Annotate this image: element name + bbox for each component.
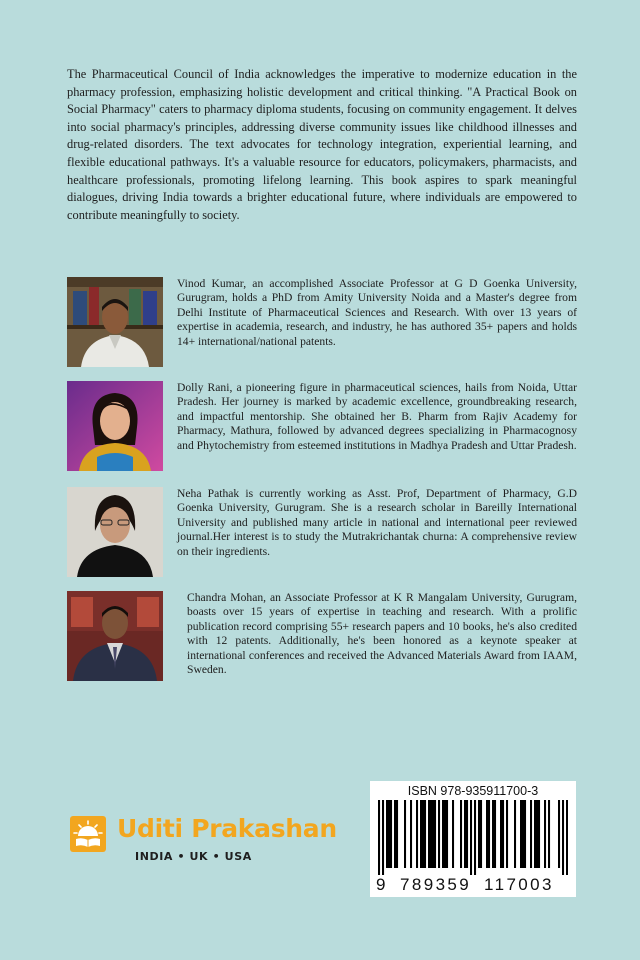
barcode-bar	[420, 800, 422, 868]
barcode-bar	[404, 800, 406, 868]
publisher-block	[70, 812, 340, 872]
barcode-bar	[444, 800, 446, 868]
barcode-bar	[502, 800, 504, 868]
barcode-bar	[442, 800, 444, 868]
barcode-bar	[410, 800, 412, 868]
author-photo-vinod-kumar	[67, 277, 163, 367]
barcode-bar	[524, 800, 526, 868]
barcode-bar	[438, 800, 440, 868]
barcode-bar	[386, 800, 388, 868]
barcode-bar	[416, 800, 418, 868]
barcode-bar	[432, 800, 434, 868]
barcode-bar	[422, 800, 424, 868]
barcode-bar	[492, 800, 494, 868]
barcode-bar	[390, 800, 392, 868]
rising-sun-book-icon	[70, 816, 106, 852]
isbn-digit-first: 9	[376, 875, 386, 894]
barcode-bar	[520, 800, 522, 868]
author-photo-chandra-mohan	[67, 591, 163, 681]
barcode-bar	[538, 800, 540, 868]
author-bio-vinod-kumar: Vinod Kumar, an accomplished Associate Professor at G D Goenka University, Gurugram, holds a PhD from Amity University Noida and a Master's degree from Delhi Institute of Pharmaceutical Sciences and Research. With over 13 years of expertise in academia, research, and industry, he has authored 35+ papers and holds 14+ international/national patents.	[177, 277, 577, 348]
barcode-bar	[478, 800, 480, 868]
barcode-bar	[460, 800, 462, 868]
barcode-bar	[544, 800, 546, 868]
barcode-bar	[530, 800, 532, 868]
barcode-guard-bar	[474, 800, 476, 875]
barcode-bar	[428, 800, 430, 868]
author-photo-neha-pathak	[67, 487, 163, 577]
barcode-bar	[424, 800, 426, 868]
barcode-graphic	[378, 800, 568, 875]
barcode-bar	[488, 800, 490, 868]
author-bio-chandra-mohan: Chandra Mohan, an Associate Professor at K R Mangalam University, Gurugram, boasts over 15 years of expertise in teaching and research. With a prolific publication record comprising 55+ research papers and 10 books, he's also credited with 12 patents. Additionally, he's been honored as a keynote speaker at international conferences and received the Advanced Materials Award from IAAM, Sweden.	[187, 591, 577, 677]
barcode-bar	[480, 800, 482, 868]
barcode-bar	[536, 800, 538, 868]
isbn-digits-left: 789359	[400, 875, 472, 894]
barcode-guard-bar	[470, 800, 472, 875]
author-photo-dolly-rani	[67, 381, 163, 471]
isbn-barcode	[370, 781, 576, 897]
barcode-bar	[558, 800, 560, 868]
isbn-digits-right: 117003	[484, 875, 554, 894]
author-bio-dolly-rani: Dolly Rani, a pioneering figure in pharmaceutical sciences, hails from Noida, Uttar Pradesh. Her journey is marked by academic excellence, groundbreaking research, and impactful mentorship. She obtained her B. Pharm from Rajiv Academy for Pharmacy, Mathura, followed by advanced degrees specializing in Pharmacognosy and Phytochemistry from esteemed institutions in Madhya Pradesh and Uttar Pradesh.	[177, 381, 577, 452]
barcode-bar	[548, 800, 550, 868]
barcode-bar	[388, 800, 390, 868]
barcode-guard-bar	[566, 800, 568, 875]
barcode-bar	[394, 800, 396, 868]
barcode-bar	[464, 800, 466, 868]
barcode-bar	[466, 800, 468, 868]
barcode-bar	[430, 800, 432, 868]
barcode-bar	[514, 800, 516, 868]
barcode-bar	[522, 800, 524, 868]
barcode-bar	[494, 800, 496, 868]
barcode-bar	[486, 800, 488, 868]
isbn-label: ISBN 978-935911700-3	[407, 784, 539, 798]
barcode-bar	[506, 800, 508, 868]
publisher-name: Uditi Prakashan	[117, 814, 337, 843]
publisher-regions: INDIA • UK • USA	[135, 850, 252, 863]
barcode-guard-bar	[562, 800, 564, 875]
barcode-bar	[434, 800, 436, 868]
barcode-bar	[446, 800, 448, 868]
barcode-guard-bar	[382, 800, 384, 875]
barcode-bar	[396, 800, 398, 868]
barcode-bar	[534, 800, 536, 868]
barcode-guard-bar	[378, 800, 380, 875]
barcode-bar	[452, 800, 454, 868]
author-bio-neha-pathak: Neha Pathak is currently working as Asst. Prof, Department of Pharmacy, G.D Goenka University, Gurugram. She is a research scholar in Bareilly International University and published many article in national and international peer reviewed journal.Her interest is to study the Mutrakrichantak churna: A comprehensive review on their ingredients.	[177, 487, 577, 558]
barcode-bar	[500, 800, 502, 868]
back-cover-blurb: The Pharmaceutical Council of India acknowledges the imperative to modernize education in the pharmacy profession, emphasizing holistic development and critical thinking. "A Practical Book on Social Pharmacy" caters to pharmacy diploma students, focusing on community engagement. It delves into social pharmacy's principles, addressing diverse community issues like childhood illnesses and drug-related disorders. The text advocates for technology integration, experiential learning, and flexible educational pathways. It's a valuable resource for educators, policymakers, pharmacists, and healthcare professionals, promoting lifelong learning. This book aspires to spark meaningful dialogues, driving India towards a brighter educational future, where individuals are empowered to contribute meaningfully to society.	[67, 67, 577, 222]
